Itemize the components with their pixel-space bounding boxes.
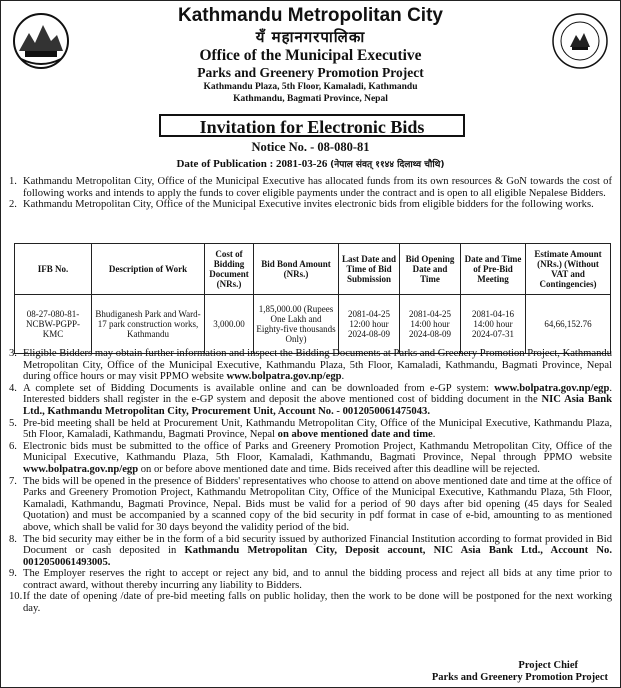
col-last-date: Last Date and Time of Bid Submission (339, 244, 400, 295)
paragraph-number: 5. (9, 417, 17, 429)
cell-description: Bhudiganesh Park and Ward-17 park construction works, Kathmandu (92, 295, 205, 354)
paragraph-number: 2. (9, 199, 17, 211)
paragraph-5: 5. Pre-bid meeting shall be held at Procurement Unit, Kathmandu Metropolitan City, Office of the Municipal Executive, Kathmandu Plaza, 5th Floor, Kamaladi, Kathmandu, Bagmati Province, Nepal on above mentioned date and time. (9, 417, 612, 441)
paragraph-text: Electronic bids must be submitted to the office of Parks and Greenery Promotion Project, Kathmandu Metropolitan City, Office of the Municipal Executive, Kathmandu Plaza, 5th Floor, Kamaladi, Kathmandu, Bagmati Province, Nepal through PPMO website (23, 440, 612, 464)
paragraph-number: 6. (9, 440, 17, 452)
paragraph-emphasis: on above mentioned date and time (277, 429, 433, 441)
paragraph-text: Pre-bid meeting shall be held at Procurement Unit, Kathmandu Metropolitan City, Office of the Municipal Executive, Kathmandu Plaza, 5th Floor, Kamaladi, Kathmandu, Bagmati Province, Nepal (23, 417, 612, 441)
paragraph-text: Kathmandu Metropolitan City, Office of the Municipal Executive invites electronic bids from eligible bidders for the following works. (23, 199, 594, 211)
paragraph-text: The Employer reserves the right to accept or reject any bid, and to annul the bidding process and reject all bids at any time prior to contract award, without thereby incurring any liability to Bidders. (23, 568, 612, 591)
cell-opening-date: 2081-04-25 14:00 hour 2024-08-09 (400, 295, 461, 354)
project-name: Parks and Greenery Promotion Project (197, 65, 424, 80)
paragraph-1 (9, 176, 612, 199)
paragraph-number: 3. (9, 348, 17, 359)
paragraph-7 (9, 476, 612, 534)
bids-table (14, 243, 611, 354)
paragraph-text: A complete set of Bidding Documents is available online and can be downloaded from e-GP system: (23, 382, 495, 394)
paragraph-text: Kathmandu Metropolitan City, Office of the Municipal Executive has allocated funds from its own resources & GoN towards the cost of following works and intends to apply the funds to cover eligible payments under the contract and is open to all eligible Nepalese Bidders. (23, 176, 612, 199)
col-bid-bond: Bid Bond Amount (NRs.) (254, 244, 339, 295)
deposit-account-text: Kathmandu Metropolitan City, Deposit account, NIC Asia Bank Ltd., Account No. 0012050061493005. (23, 545, 612, 568)
col-estimate: Estimate Amount (NRs.) (Without VAT and Contingencies) (526, 244, 611, 295)
signatory-title: Project Chief (518, 660, 578, 671)
nepali-city-name: यँ महानगरपालिका (255, 28, 366, 46)
paragraph-10 (9, 591, 612, 614)
col-description: Description of Work (92, 244, 205, 295)
paragraph-number: 4. (9, 382, 17, 394)
office-name: Office of the Municipal Executive (199, 47, 422, 64)
paragraph-number: 10. (9, 591, 23, 603)
paragraph-number: 1. (9, 176, 17, 187)
publication-date-label: Date of Publication : 2081-03-26 (176, 158, 328, 170)
paragraph-2 (9, 199, 612, 211)
notice-title: Invitation for Electronic Bids (159, 114, 465, 137)
publication-date (1, 157, 620, 172)
paragraph-6: 6. Electronic bids must be submitted to the office of Parks and Greenery Promotion Project, Kathmandu Metropolitan City, Office of the Municipal Executive, Kathmandu Plaza, 5th Floor, Kamaladi, Kathmandu, Bagmati Province, Nepal through PPMO website www.bolpatra.gov.np/egp on or before above mentioned date and time. Bids received after this deadline will be rejected. (9, 440, 612, 475)
col-ifb-no: IFB No. (15, 244, 92, 295)
paragraph-number: 9. (9, 568, 17, 580)
paragraph-text: The bids will be opened in the presence of Bidders' representatives who choose to attend on above mentioned date and time at the office of Parks and Greenery Promotion Project, Kathmandu Metropolitan City, Office of the Municipal Executive, Kathmandu Plaza, 5th Floor, Kamaladi, Kathmandu, Bagmati Province, Nepal. Bids must be valid for a period of 90 days after bid opening (45 days for Sealed Quotation) and must be accompanied by a scanned copy of the bid security in pdf format in case of e-bid, amounting to as mentioned above, which shall be valid for 30 days beyond the validity period of the bid. (23, 475, 612, 533)
paragraph-text: If the date of opening /date of pre-bid meeting falls on public holiday, then the work to be done will be postponed for the next working day. (23, 591, 612, 615)
cell-ifb-no: 08-27-080-81-NCBW-PGPP-KMC (15, 295, 92, 354)
publication-date-nepali: (नेपाल संवत् ११४४ दिलाथ्व चौथि) (330, 160, 445, 170)
city-name: Kathmandu Metropolitan City (178, 5, 443, 26)
ppmo-website-link[interactable]: www.bolpatra.gov.np/egp (226, 371, 342, 383)
notice-number: Notice No. - 08-080-81 (251, 140, 370, 154)
letterhead (81, 5, 540, 105)
cell-bid-bond: 1,85,000.00 (Rupees One Lakh and Eighty-five thousands Only) (254, 295, 339, 354)
address-line-1: Kathmandu Plaza, 5th Floor, Kamaladi, Kathmandu (203, 82, 418, 92)
cell-cost-doc: 3,000.00 (205, 295, 254, 354)
egp-website-link[interactable]: www.bolpatra.gov.np/egp (494, 382, 610, 394)
address-line-2: Kathmandu, Bagmati Province, Nepal (233, 94, 388, 104)
paragraph-9 (9, 568, 612, 591)
paragraph-8 (9, 534, 612, 569)
egp-website-link[interactable]: www.bolpatra.gov.np/egp (23, 463, 139, 475)
cell-last-date: 2081-04-25 12:00 hour 2024-08-09 (339, 295, 400, 354)
cell-estimate: 64,66,152.76 (526, 295, 611, 354)
kmc-seal-logo (550, 11, 610, 71)
signatory-unit: Parks and Greenery Promotion Project (431, 672, 608, 683)
intro-paragraphs (9, 176, 612, 211)
paragraph-4: 4. A complete set of Bidding Documents is available online and can be downloaded from e-GP system: www.bolpatra.gov.np/egp. Interested bidders shall register in the e-GP system and deposit the above mentioned cost of bidding document in the NIC Asia Bank Ltd., Kathmandu Metropolitan City, Procurement Unit, Account No. - 0012050061475043. (9, 382, 612, 417)
paragraph-3: 3. Eligible Bidders may obtain further information and inspect the Bidding Documents at Parks and Greenery Promotion Project, Kathmandu Metropolitan City, Office of the Municipal Executive, Kathmandu Plaza, 5th Floor, Kamaladi, Kathmandu, Bagmati Province, Nepal during office hours or may visit PPMO website www.bolpatra.gov.np/egp. (9, 348, 612, 383)
table-header-row (15, 244, 611, 295)
cell-prebid-date: 2081-04-16 14:00 hour 2024-07-31 (461, 295, 526, 354)
paragraph-text: Eligible Bidders may obtain further information and inspect the Bidding Documents at Parks and Greenery Promotion Project, Kathmandu Metropolitan City, Office of the Municipal Executive, Kathmandu Plaza, 5th Floor, Kamaladi, Kathmandu, Bagmati Province, Nepal during office hours or may visit PPMO website (23, 348, 612, 383)
kmc-emblem-logo (11, 11, 71, 71)
bank-account-text: NIC Asia Bank Ltd., Kathmandu Metropolitan City, Procurement Unit, Account No. - 0012050061475043. (23, 394, 612, 417)
paragraph-text: The bid security may either be in the form of a bid security issued by authorized Financial Institution according to format provided in Bid Document or cash deposited in (23, 533, 612, 557)
table-row (15, 295, 611, 354)
col-prebid-date: Date and Time of Pre-Bid Meeting (461, 244, 526, 295)
paragraph-number: 8. (9, 533, 17, 545)
signature-block (432, 660, 608, 684)
col-cost-doc: Cost of Bidding Document (NRs.) (205, 244, 254, 295)
col-opening-date: Bid Opening Date and Time (400, 244, 461, 295)
paragraph-number: 7. (9, 475, 17, 487)
terms-paragraphs (9, 348, 612, 615)
